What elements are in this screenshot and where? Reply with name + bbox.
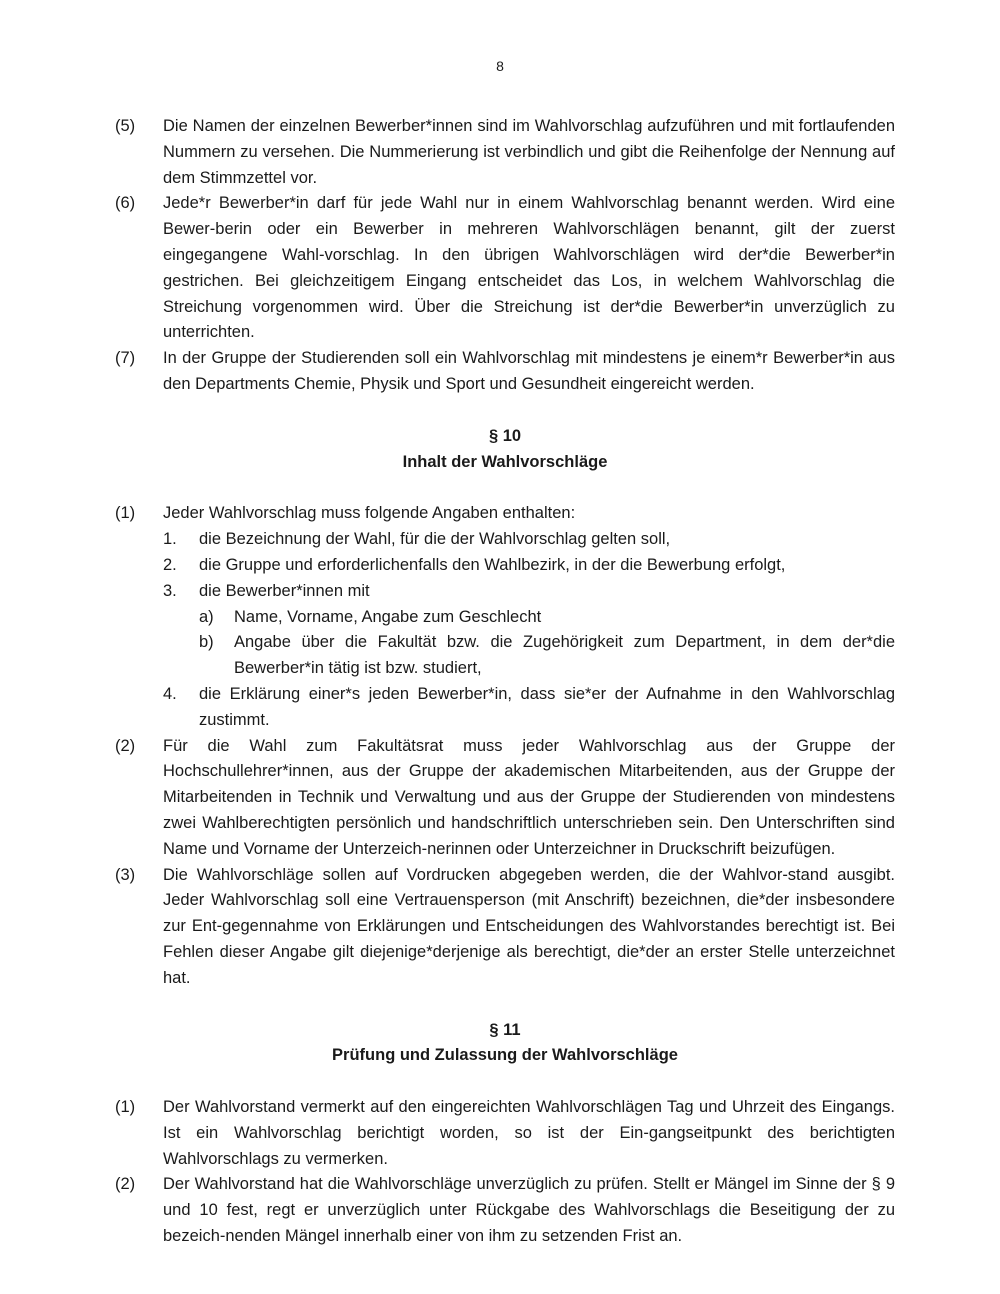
list-item-number: 1. [163,530,177,549]
sub-list-item-letter: a) [199,607,214,626]
paragraph-number: (1) [115,504,136,523]
list-item [163,527,895,553]
section-number: § 11 [489,1020,521,1039]
list-item-text: die Gruppe und erforderlichenfalls den Wahlbezirk, in der die Bewerbung erfolgt, [199,555,786,574]
paragraph-6 [115,191,895,346]
section-11-paragraph-2 [115,1172,895,1249]
paragraph-text: Der Wahlvorstand vermerkt auf den eingereichten Wahlvorschlägen Tag und Uhrzeit des Eingangs. Ist ein Wahlvorschlag berichtigt worden, so ist der Ein-gangseitpunkt des berichtigten Wahlvorschlags zu vermerken. [163,1098,895,1168]
list-item [163,579,895,682]
sub-list-item [199,630,895,682]
paragraph-7 [115,346,895,398]
paragraph-text: Die Wahlvorschläge sollen auf Vordrucken abgegeben werden, die der Wahlvor-stand ausgibt. Jeder Wahlvorschlag soll eine Vertrauensperson (mit Anschrift) bezeichnen, die*der insbesondere zur Ent-gegennahme von Erklärungen und Entscheidungen des Wahlvorstandes berechtigt ist. Bei Fehlen dieser Angabe gilt diejenige*derjenige als berechtigt, die*der an erster Stelle unterzeichnet hat. [163,865,895,987]
section-title: Inhalt der Wahlvorschläge [402,452,608,471]
section-10-paragraph-1 [115,501,895,733]
paragraph-number: (2) [115,736,136,755]
section-title: Prüfung und Zulassung der Wahlvorschläge [332,1046,678,1065]
paragraph-number: (7) [115,349,136,368]
list-item [163,682,895,734]
paragraph-number: (6) [115,194,136,213]
paragraph-text: Die Namen der einzelnen Bewerber*innen sind im Wahlvorschlag aufzuführen und mit fortlaufenden Nummern zu versehen. Die Nummerierung ist verbindlich und gibt die Reihenfolge der Nennung auf dem Stimmzettel vor. [163,117,895,187]
paragraph-text: Der Wahlvorstand hat die Wahlvorschläge unverzüglich zu prüfen. Stellt er Mängel im Sinne der § 9 und 10 fest, regt er unverzüglich unter Rückgabe des Wahlvorschlags die Beseitigung der zu bezeich-nenden Mängel innerhalb einer von ihm zu setzenden Frist an. [163,1175,895,1246]
section-10-paragraph-2 [115,734,895,863]
page-number: 8 [496,58,504,74]
paragraph-number: (5) [115,117,136,135]
list-item-number: 2. [163,555,177,574]
section-10-paragraph-3 [115,863,895,992]
sub-list-item [199,605,895,631]
section-11-heading [115,1018,895,1070]
paragraph-number: (1) [115,1098,136,1117]
sub-list-item-text: Name, Vorname, Angabe zum Geschlecht [234,607,542,626]
list-item-text: die Bezeichnung der Wahl, für die der Wahlvorschlag gelten soll, [199,530,671,549]
list-item-text: die Bewerber*innen mit [199,581,370,600]
paragraph-text: Jede*r Bewerber*in darf für jede Wahl nur in einem Wahlvorschlag benannt werden. Wird eine Bewer-berin oder ein Bewerber in mehreren Wahlvorschlägen benannt, gilt der zuerst eingegangene Wahl-vorschlag. In den übrigen Wahlvorschlägen wird der*die Bewerber*in gestrichen. Bei gleichzeitigem Eingang entscheidet das Los, in welchem Wahlvorschlag die Streichung vorgenommen wird. Über die Streichung ist der*die Bewerber*in unverzüglich zu unterrichten. [163,194,895,342]
list-item [163,553,895,579]
list-item-number: 4. [163,684,177,703]
section-number: § 10 [488,426,522,445]
sub-list-item-letter: b) [199,633,214,652]
paragraph-number: (2) [115,1175,136,1194]
list-item-number: 3. [163,581,177,600]
paragraph-number: (3) [115,865,136,884]
page-content [115,114,895,1250]
section-11-paragraph-1 [115,1095,895,1172]
paragraph-5 [115,114,895,191]
paragraph-text: In der Gruppe der Studierenden soll ein Wahlvorschlag mit mindestens je einem*r Bewerber*in aus den Departments Chemie, Physik und Sport und Gesundheit eingereicht werden. [163,349,895,393]
paragraph-intro: Jeder Wahlvorschlag muss folgende Angaben enthalten: [163,504,576,523]
section-10-heading [115,424,895,476]
sub-list-item-text: Angabe über die Fakultät bzw. die Zugehörigkeit zum Department, in dem der*die Bewerber*in tätig ist bzw. studiert, [234,633,895,678]
list-item-text: die Erklärung einer*s jeden Bewerber*in, dass sie*er der Aufnahme in den Wahlvorschlag zustimmt. [199,684,895,729]
paragraph-text: Für die Wahl zum Fakultätsrat muss jeder Wahlvorschlag aus der Gruppe der Hochschullehrer*innen, aus der Gruppe der akademischen Mitarbeitenden, aus der Gruppe der Mitarbeitenden in Technik und Verwaltung und aus der Gruppe der Studierenden von mindestens zwei Wahlberechtigten persönlich und handschriftlich unterschrieben sein. Den Unterschriften sind Name und Vorname der Unterzeich-nerinnen oder Unterzeichner in Druckschrift beizufügen. [163,736,895,858]
